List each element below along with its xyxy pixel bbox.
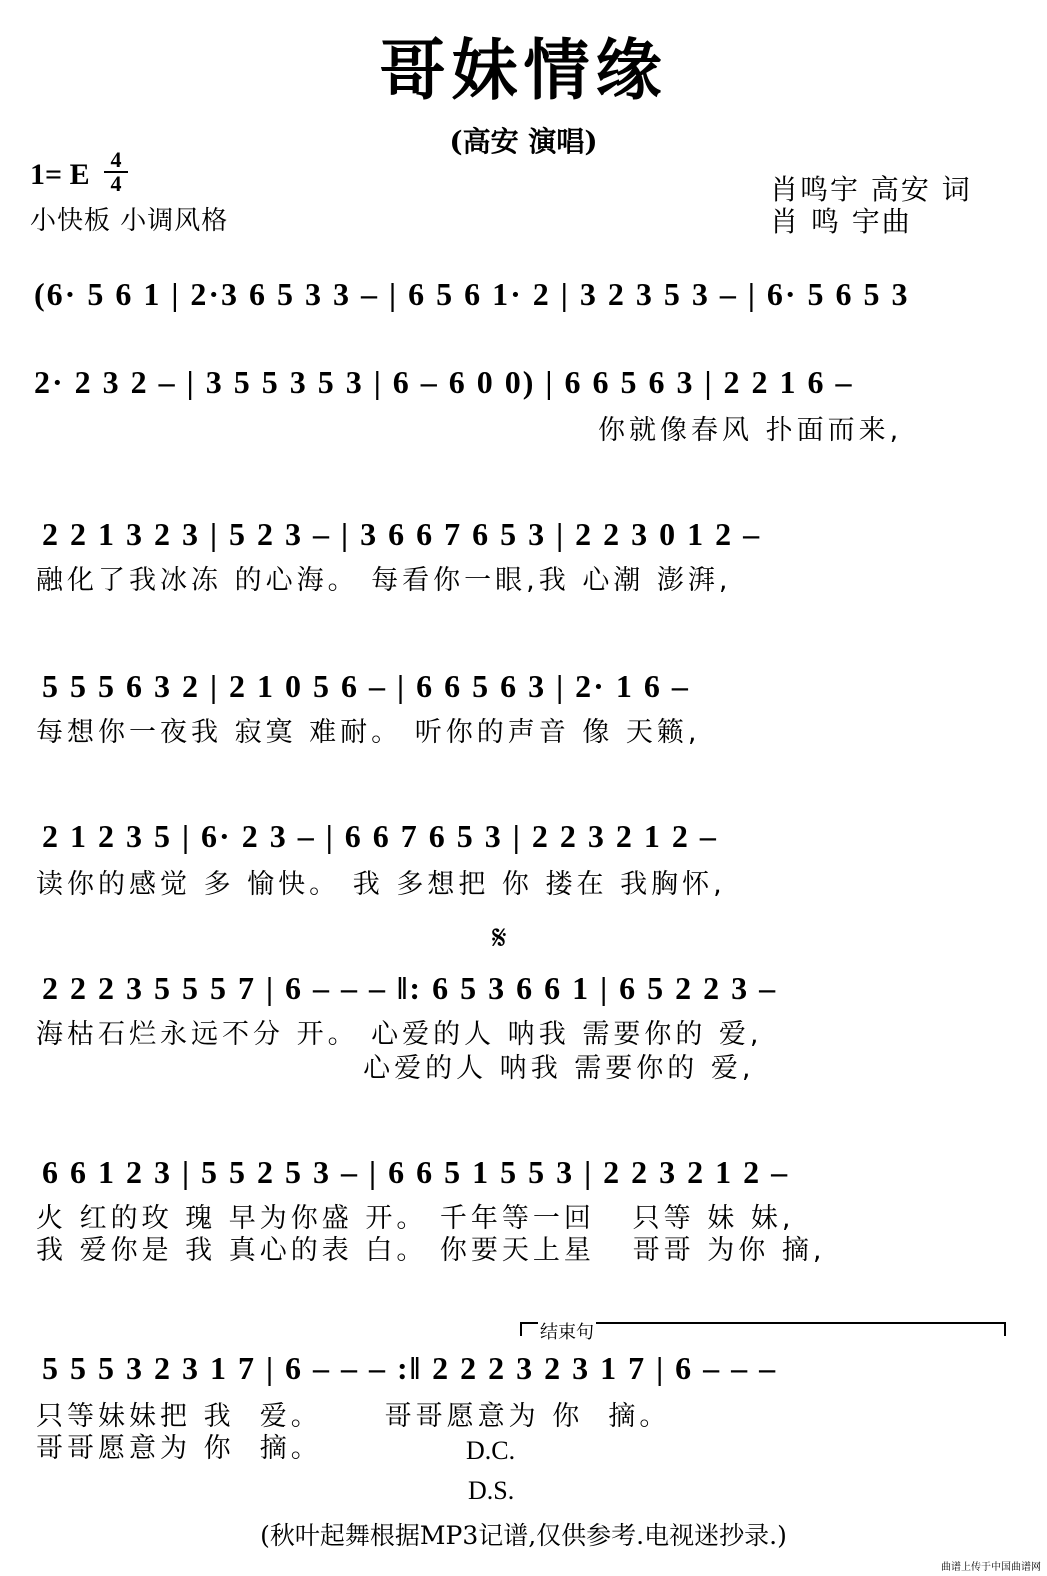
- lyrics-row-5: 读你的感觉 多 愉快。 我 多想把 你 搂在 我胸怀,: [36, 869, 726, 900]
- song-title: 哥妹情缘: [379, 31, 668, 109]
- lyrics-row-6-verse-2: 心爱的人 呐我 需要你的 爱,: [36, 1053, 755, 1084]
- time-signature: [104, 147, 128, 196]
- notation-row-7: 6 6 1 2 3 | 5 5 2 5 3 – | 6 6 5 1 5 5 3 | 2 2 3 2 1 2 –: [42, 1154, 790, 1190]
- lyrics-row-4: 每想你一夜我 寂寞 难耐。 听你的声音 像 天籁,: [36, 717, 701, 748]
- lyrics-row-6-verse-1: 海枯石烂永远不分 开。 心爱的人 呐我 需要你的 爱,: [36, 1019, 763, 1050]
- notation-row-4: 5 5 5 6 3 2 | 2 1 0 5 6 – | 6 6 5 6 3 | 2· 1 6 –: [42, 668, 690, 704]
- notation-row-8: 5 5 5 3 2 3 1 7 | 6 – – – :‖ 2 2 2 3 2 3 1 7 | 6 – – –: [42, 1350, 778, 1386]
- composer-credit: 肖 鸣 宇曲: [770, 205, 912, 238]
- dc-marking: D.C.: [466, 1436, 516, 1465]
- performer: (高安 演唱): [449, 125, 598, 158]
- notation-row-1: (6· 5 6 1 | 2·3 6 5 3 3 – | 6 5 6 1· 2 | 3 2 3 5 3 – | 6· 5 6 5 3: [34, 276, 910, 312]
- watermark: 曲谱上传于中国曲谱网: [941, 1562, 1041, 1573]
- lyrics-row-3: 融化了我冰冻 的心海。 每看你一眼,我 心潮 澎湃,: [36, 565, 732, 596]
- lyrics-row-2: 你就像春风 扑面而来,: [598, 415, 903, 446]
- notation-row-3: 2 2 1 3 2 3 | 5 2 3 – | 3 6 6 7 6 5 3 | 2 2 3 0 1 2 –: [42, 516, 762, 552]
- source-note: (秋叶起舞根据MP3记谱,仅供参考.电视迷抄录.): [260, 1521, 787, 1550]
- lyricist-credit: 肖鸣宇 高安 词: [770, 173, 972, 206]
- time-signature-top: 4: [110, 147, 122, 172]
- ds-marking: D.S.: [468, 1476, 515, 1505]
- lyrics-row-8-verse-1: 只等妹妹把 我 爱。 哥哥愿意为 你 摘。: [36, 1401, 671, 1432]
- segno-sign: 𝄋: [492, 918, 507, 958]
- lyrics-row-7-verse-1: 火 红的玫 瑰 早为你盛 开。 千年等一回 只等 妹 妹,: [36, 1203, 795, 1234]
- lyrics-row-8-verse-2: 哥哥愿意为 你 摘。: [36, 1433, 322, 1464]
- tempo-marking: 小快板 小调风格: [30, 206, 229, 236]
- lyrics-row-7-verse-2: 我 爱你是 我 真心的表 白。 你要天上星 哥哥 为你 摘,: [36, 1235, 826, 1266]
- notation-row-6: 2 2 2 3 5 5 5 7 | 6 – – – ‖: 6 5 3 6 6 1 | 6 5 2 2 3 –: [42, 970, 778, 1006]
- key-signature: 1= E: [30, 158, 90, 191]
- ending-label: 结束句: [538, 1318, 596, 1344]
- time-signature-bottom: 4: [110, 171, 122, 196]
- notation-row-2: 2· 2 3 2 – | 3 5 5 3 5 3 | 6 – 6 0 0) | 6 6 5 6 3 | 2 2 1 6 –: [34, 364, 854, 400]
- notation-row-5: 2 1 2 3 5 | 6· 2 3 – | 6 6 7 6 5 3 | 2 2 3 2 1 2 –: [42, 818, 718, 854]
